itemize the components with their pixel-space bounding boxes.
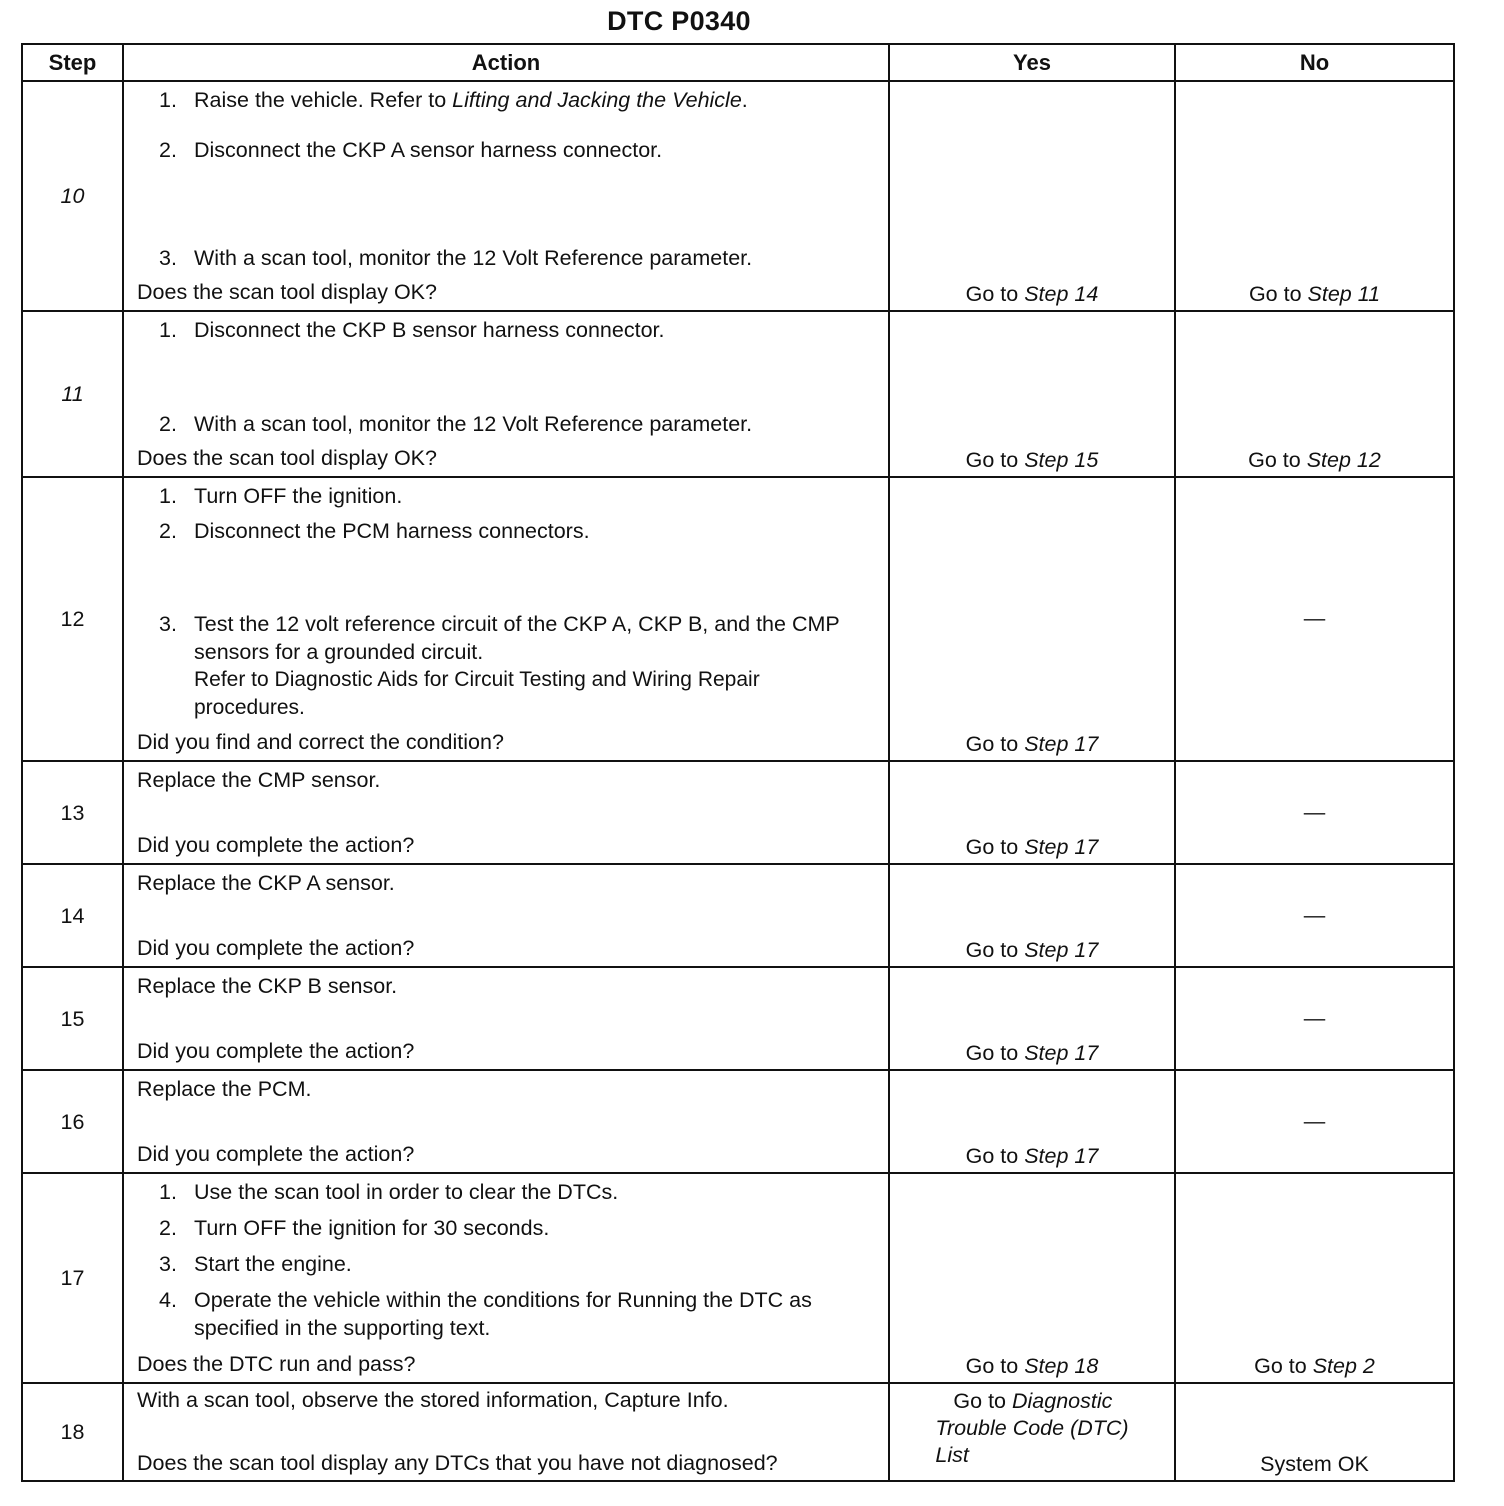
table-row <box>22 311 1454 477</box>
question: Does the DTC run and pass? <box>137 1352 416 1376</box>
action-text: Replace the CMP sensor. <box>137 768 381 792</box>
step-number: 17 <box>22 1173 123 1383</box>
yes-cell: Go to Step 17 <box>889 864 1175 967</box>
step-number: 11 <box>22 311 123 477</box>
page-title: DTC P0340 <box>607 6 751 36</box>
list-item: 1. Disconnect the CKP B sensor harness connector. <box>159 318 665 342</box>
question: Does the scan tool display OK? <box>137 446 437 470</box>
step-number: 18 <box>22 1383 123 1481</box>
question: Did you complete the action? <box>137 1142 415 1166</box>
action-cell <box>123 311 889 477</box>
yes-cell: Go to Step 17 <box>889 477 1175 761</box>
action-cell <box>123 864 889 967</box>
list-item: 3. Start the engine. <box>159 1252 352 1276</box>
list-item: 3. Test the 12 volt reference circuit of the CKP A, CKP B, and the CMP sensors for a grounded circuit. Refer to Diagnostic Aids for Circuit Testing and Wiring Repair procedures. <box>137 610 876 722</box>
list-item: 2. Turn OFF the ignition for 30 seconds. <box>159 1216 550 1240</box>
yes-cell: Go to Step 17 <box>889 967 1175 1070</box>
list-item: 2. With a scan tool, monitor the 12 Volt Reference parameter. <box>159 412 753 436</box>
action-cell <box>123 1173 889 1383</box>
step-number: 14 <box>22 864 123 967</box>
action-cell <box>123 81 889 311</box>
list-item: 2. Disconnect the PCM harness connectors. <box>159 519 590 543</box>
note: Refer to Diagnostic Aids for Circuit Testing and Wiring Repair procedures. <box>194 668 760 719</box>
header-step: Step <box>22 44 123 81</box>
diagnostic-table <box>21 43 1455 1482</box>
list-item: 2. Disconnect the CKP A sensor harness connector. <box>159 138 663 162</box>
table-row <box>22 1383 1454 1481</box>
no-cell: — <box>1175 864 1454 967</box>
yes-cell: Go to Step 14 <box>889 81 1175 311</box>
yes-cell: Go to Step 17 <box>889 1070 1175 1173</box>
action-text: Replace the PCM. <box>137 1077 312 1101</box>
table-row <box>22 864 1454 967</box>
step-number: 13 <box>22 761 123 864</box>
table-header-row <box>22 44 1454 81</box>
no-cell: — <box>1175 967 1454 1070</box>
table-row <box>22 761 1454 864</box>
header-yes: Yes <box>889 44 1175 81</box>
action-cell <box>123 1383 889 1481</box>
list-item: 1. Raise the vehicle. Refer to Lifting and Jacking the Vehicle. <box>159 88 748 112</box>
no-cell: — <box>1175 761 1454 864</box>
action-text: Replace the CKP B sensor. <box>137 974 398 998</box>
no-cell: Go to Step 2 <box>1175 1173 1454 1383</box>
question: Did you complete the action? <box>137 833 415 857</box>
no-cell: Go to Step 12 <box>1175 311 1454 477</box>
question: Did you find and correct the condition? <box>137 730 504 754</box>
step-number: 10 <box>22 81 123 311</box>
question: Does the scan tool display OK? <box>137 280 437 304</box>
list-item: 1. Turn OFF the ignition. <box>159 484 403 508</box>
step-number: 16 <box>22 1070 123 1173</box>
step-number: 12 <box>22 477 123 761</box>
list-item: 1. Use the scan tool in order to clear the DTCs. <box>159 1180 619 1204</box>
action-cell <box>123 477 889 761</box>
no-cell: Go to Step 11 <box>1175 81 1454 311</box>
table-row <box>22 81 1454 311</box>
action-cell <box>123 761 889 864</box>
action-text: Replace the CKP A sensor. <box>137 871 395 895</box>
action-cell <box>123 1070 889 1173</box>
yes-cell: Go to Step 17 <box>889 761 1175 864</box>
table-row <box>22 477 1454 761</box>
action-text: With a scan tool, observe the stored information, Capture Info. <box>137 1388 729 1412</box>
table-row <box>22 1070 1454 1173</box>
header-action: Action <box>123 44 889 81</box>
table-row <box>22 967 1454 1070</box>
question: Did you complete the action? <box>137 936 415 960</box>
yes-cell: Go to Step 18 <box>889 1173 1175 1383</box>
table-row <box>22 1173 1454 1383</box>
yes-cell: Go to Diagnostic Trouble Code (DTC) List <box>889 1383 1175 1481</box>
question: Does the scan tool display any DTCs that you have not diagnosed? <box>137 1451 778 1475</box>
yes-cell: Go to Step 15 <box>889 311 1175 477</box>
action-cell <box>123 967 889 1070</box>
no-cell: — <box>1175 477 1454 761</box>
list-item: 4. Operate the vehicle within the conditions for Running the DTC as specified in the supporting text. <box>159 1288 812 1340</box>
header-no: No <box>1175 44 1454 81</box>
no-cell: — <box>1175 1070 1454 1173</box>
step-number: 15 <box>22 967 123 1070</box>
list-item: 3. With a scan tool, monitor the 12 Volt Reference parameter. <box>159 246 753 270</box>
no-cell: System OK <box>1175 1383 1454 1481</box>
question: Did you complete the action? <box>137 1039 415 1063</box>
